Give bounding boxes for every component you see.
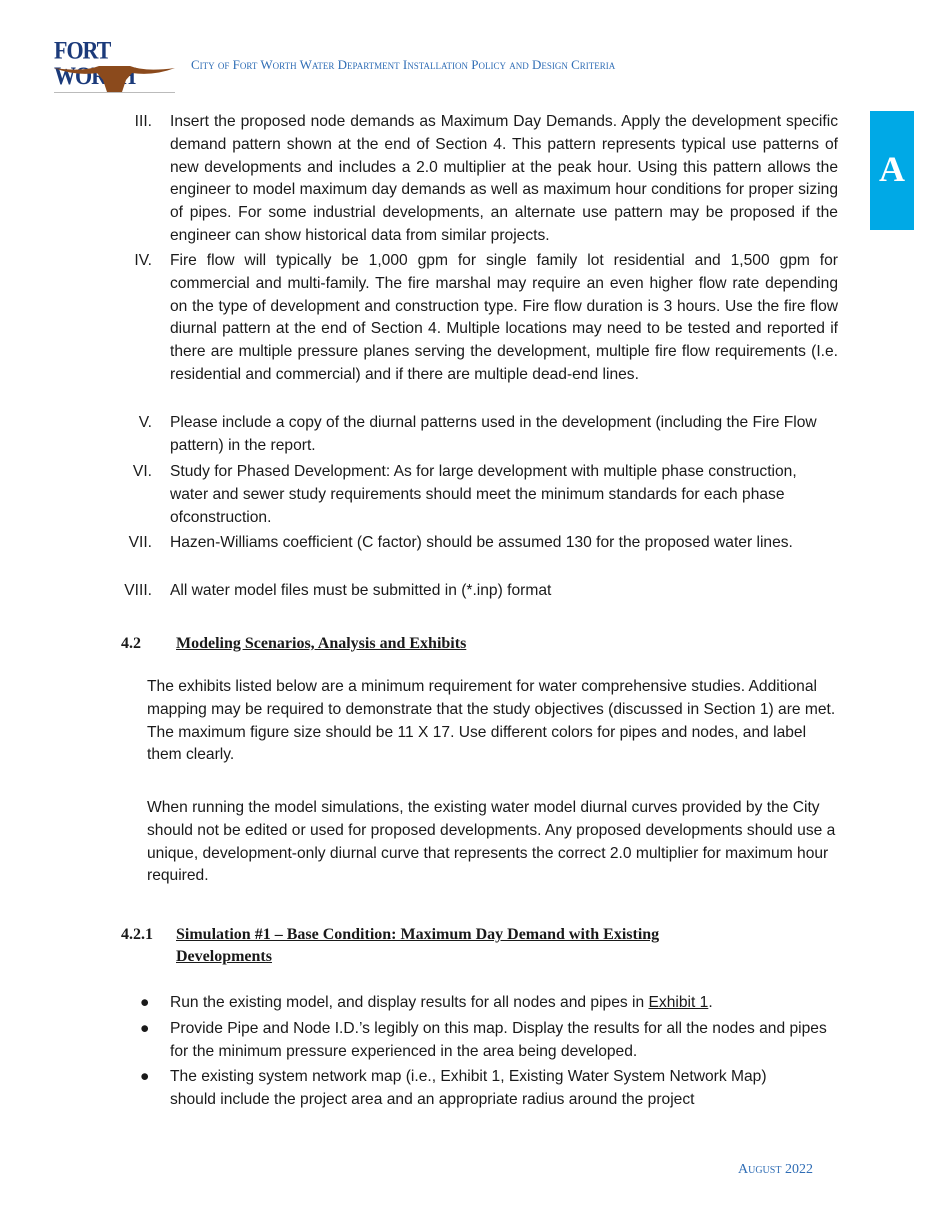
exhibit-1-link[interactable]: Exhibit 1	[648, 994, 709, 1011]
list-item	[110, 412, 838, 458]
item-number: VIII.	[124, 582, 152, 599]
bullet-item	[140, 992, 840, 1015]
heading-title: Simulation #1 – Base Condition: Maximum Day Demand with Existing	[176, 926, 660, 943]
bullet-icon: ●	[140, 1068, 150, 1085]
bullet-icon: ●	[140, 1020, 150, 1037]
item-number: V.	[138, 414, 152, 431]
fort-worth-logo	[54, 35, 175, 93]
item-text: Study for Phased Development: As for large development with multiple phase construction, water and sewer study requirements should meet the minimum standards for each phase ofconstruction.	[170, 463, 797, 526]
item-text: Hazen-Williams coefficient (C factor) should be assumed 130 for the proposed water lines.	[170, 534, 793, 551]
section-tab: A	[870, 111, 914, 230]
bullet-item	[140, 1018, 840, 1064]
item-number: III.	[134, 113, 152, 130]
item-number: IV.	[134, 252, 152, 269]
section-heading-4-2	[121, 633, 466, 655]
heading-number: 4.2	[121, 635, 141, 652]
item-number: VII.	[128, 534, 152, 551]
heading-title-cont: Developments	[176, 948, 272, 965]
item-text: Fire flow will typically be 1,000 gpm for single family lot residential and 1,500 gpm for commercial and multi-family. The fire marshal may require an even higher flow rate depending on the type of development and construction type. Fire flow duration is 3 hours. Use the fire flow diurnal pattern at the end of Section 4. Multiple locations may need to be tested and reported if there are multiple pressure planes serving the development, multiple fire flow requirements (I.e. residential and commercial) and if there are multiple dead-end lines.	[170, 252, 838, 383]
item-text: Insert the proposed node demands as Maximum Day Demands. Apply the development specific demand pattern shown at the end of Section 4. This pattern represents typical use patterns of new developments and includes a 2.0 multiplier at the peak hour. Using this pattern allows the engineer to model maximum day demands as well as maximum hour conditions for proper sizing of pipes. For some industrial developments, an alternate use pattern may be proposed if the engineer can show historical data from similar projects.	[170, 113, 838, 244]
item-number: VI.	[132, 463, 152, 480]
list-item	[110, 111, 838, 248]
longhorn-icon	[54, 60, 175, 92]
header-title: City of Fort Worth Water Department Installation Policy and Design Criteria	[191, 57, 616, 72]
paragraph: The exhibits listed below are a minimum requirement for water comprehensive studies. Additional mapping may be required to demonstrate that the study objectives (discussed in Section 1) are met. The maximum figure size should be 11 X 17. Use different colors for pipes and nodes, and label them clearly.	[147, 678, 836, 764]
bullet-text: Provide Pipe and Node I.D.’s legibly on this map. Display the results for all the nodes and pipes for the minimum pressure experienced in the area being developed.	[170, 1020, 827, 1060]
heading-title: Modeling Scenarios, Analysis and Exhibits	[176, 635, 467, 652]
paragraph: When running the model simulations, the existing water model diurnal curves provided by the City should not be edited or used for proposed developments. Any proposed developments should use a unique, development-only diurnal curve that represents the correct 2.0 multiplier for maximum hour required.	[147, 799, 836, 885]
bullet-text-end: .	[708, 994, 713, 1011]
item-text: All water model files must be submitted in (*.inp) format	[170, 582, 552, 599]
item-text: Please include a copy of the diurnal patterns used in the development (including the Fire Flow pattern) in the report.	[170, 414, 817, 454]
list-item	[110, 250, 838, 387]
footer-date: August 2022	[738, 1162, 813, 1177]
list-item	[110, 461, 838, 529]
section-heading-4-2-1	[121, 924, 659, 968]
bullet-item	[140, 1066, 840, 1112]
heading-number: 4.2.1	[121, 926, 153, 943]
bullet-text: The existing system network map (i.e., Exhibit 1, Existing Water System Network Map) should include the project area and an appropriate radius around the project	[170, 1068, 767, 1108]
list-item	[110, 532, 838, 555]
bullet-icon: ●	[140, 994, 150, 1011]
bullet-text: Run the existing model, and display results for all nodes and pipes in	[170, 994, 649, 1011]
logo-text: FORT WORTH	[54, 35, 136, 90]
list-item	[110, 580, 838, 603]
